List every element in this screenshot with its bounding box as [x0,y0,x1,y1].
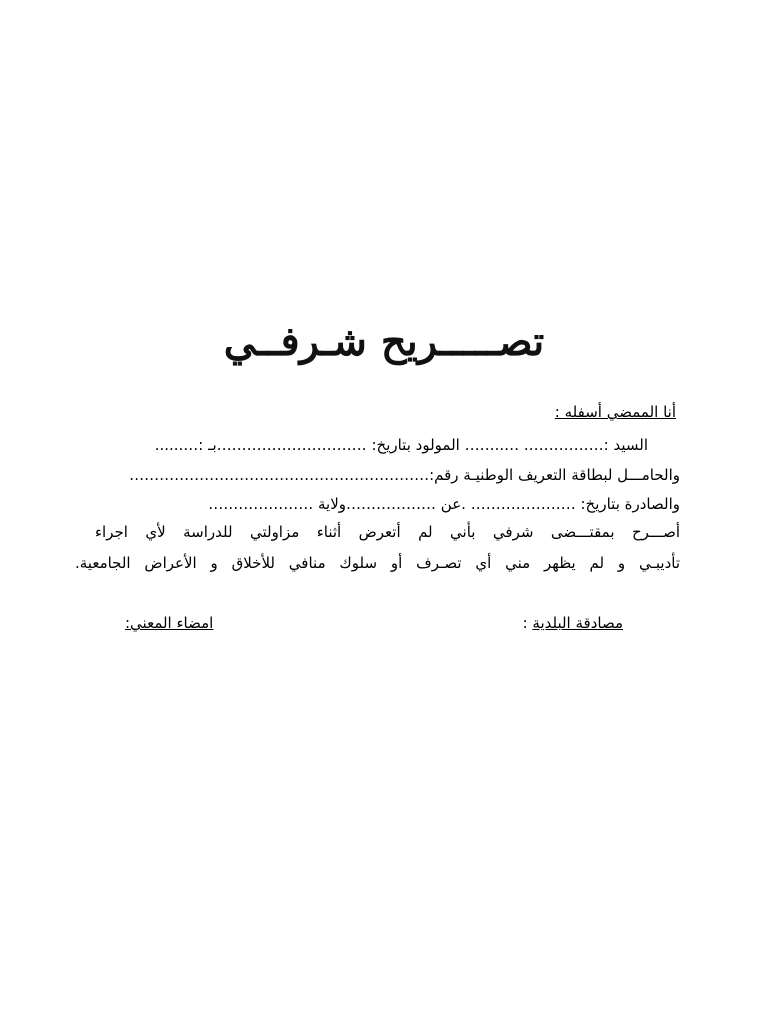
name-birth-line: السيد :……………. …..…… المولود بتاريخ: …………………………بـ :…...... [154,436,648,454]
municipal-certification [523,614,623,632]
issued-line: والصادرة بتاريخ: ………………… .عن ………………ولاية ………………… [208,495,680,513]
signature-label: امضاء المعني: [125,614,214,632]
id-card-line: والحامـــل لبطاقة التعريف الوطنيـة رقم:…………………………………………………… [129,466,680,484]
signature-field [125,614,213,632]
municipal-certification-colon: : [522,614,533,632]
declaration-paragraph-line-2: تأديبـي و لم يظهر مني أي تصـرف أو سلوك منافي للأخلاق و الأعراض الجامعية. [75,554,680,572]
intro-line: أنا الممضي أسفله : [554,403,676,421]
document-title: تصـــــريح شـرفــي [223,318,545,365]
declaration-paragraph-line-1: أصـــرح بمقتـــضى شرفي بأني لم أتعرض أثناء مزاولتي للدراسة لأي اجراء [95,523,680,541]
municipal-certification-label: مصادقة البلدية [532,614,623,632]
